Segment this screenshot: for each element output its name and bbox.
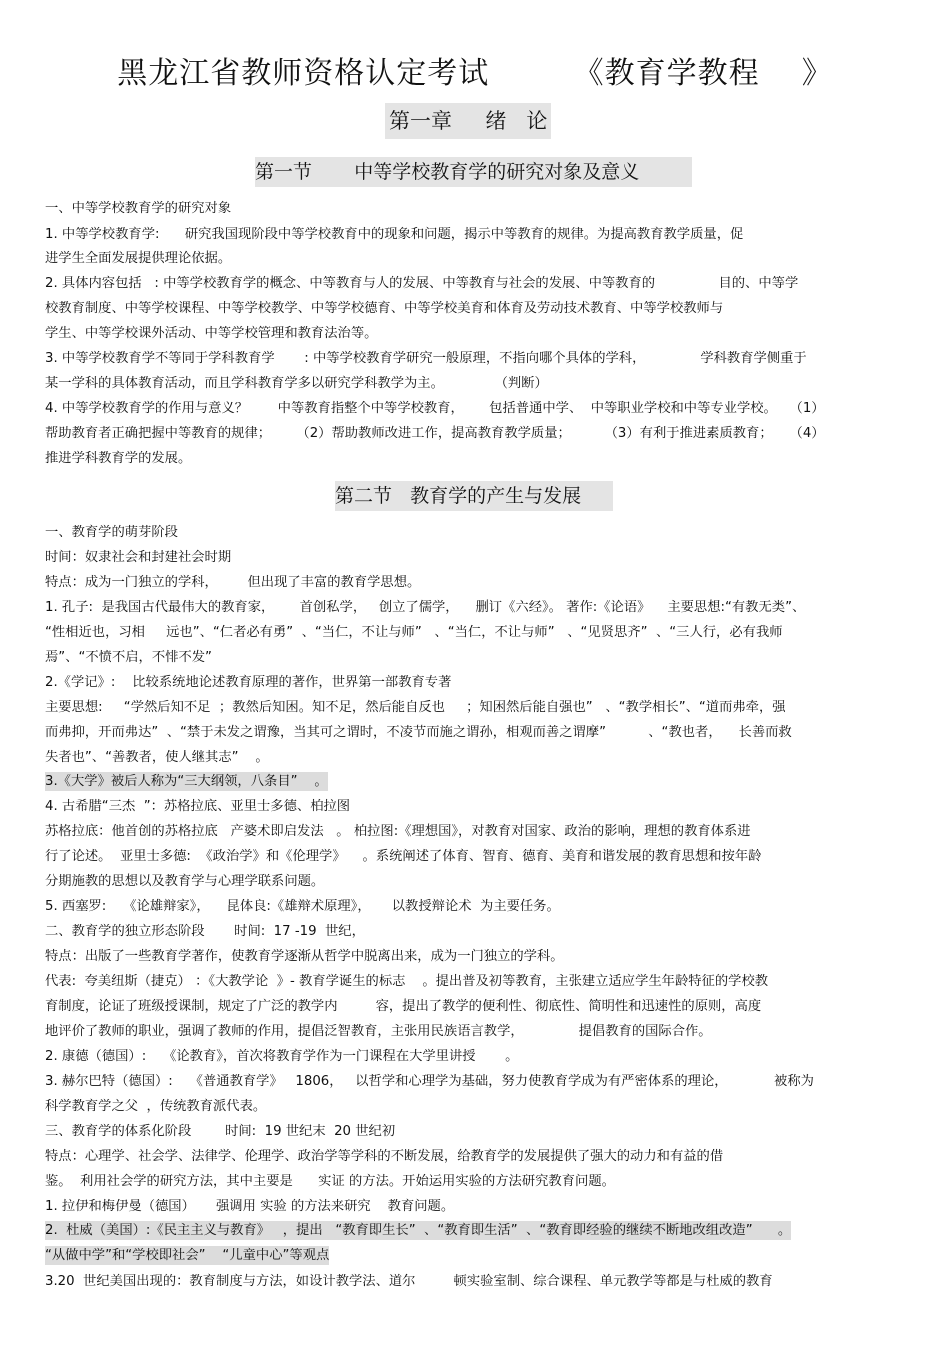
paragraph-line: 时间：奴隶社会和封建社会时期 — [45, 550, 232, 565]
paragraph-line: 2. 康德（德国）: 《论教育》，首次将教育学作为一门课程在大学里讲授 。 — [45, 1049, 519, 1064]
highlighted-line: “从做中学”和“学校即社会” “儿童中心”等观点 — [45, 1248, 330, 1263]
paragraph-line: 推进学科教育学的发展。 — [45, 451, 192, 466]
paragraph-line: 苏格拉底：他首创的苏格拉底 产婆术即启发法 。 柏拉图:《理想国》，对教育对国家、政治的影响，理想的教育体系进 — [45, 824, 751, 839]
paragraph-line: 1. 中等学校教育学: 研究我国现阶段中等学校教育中的现象和问题，揭示中等教育的规律。为提高教育教学质量，促 — [45, 227, 744, 242]
section-heading-1: 第一节 中等学校教育学的研究对象及意义 — [255, 157, 692, 187]
paragraph-line: 某一学科的具体教育活动，而且学科教育学多以研究学科教学为主。 （判断） — [45, 376, 548, 391]
paragraph-line: 失者也”、“善教者，使人继其志” 。 — [45, 750, 269, 765]
paragraph-line: 行了论述。 亚里士多德: 《政治学》和《伦理学》 。系统阐述了体育、智育、德育、美育和谐发展的教育思想和按年龄 — [45, 849, 762, 864]
paragraph-line: 1. 拉伊和梅伊曼（德国） 强调用 实验 的方法来研究 教育问题。 — [45, 1199, 455, 1214]
paragraph-line: 3. 赫尔巴特（德国）: 《普通教育学》 1806， 以哲学和心理学为基础，努力使教育学成为有严密体系的理论， 被称为 — [45, 1074, 814, 1089]
document-title: 黑龙江省教师资格认定考试 《教育学教程 》 — [117, 56, 833, 91]
paragraph-line: 科学教育学之父 ，传统教育派代表。 — [45, 1099, 267, 1114]
paragraph-line: 学生、中等学校课外活动、中等学校管理和教育法治等。 — [45, 326, 378, 341]
paragraph-line: 一、中等学校教育学的研究对象 — [45, 201, 232, 216]
paragraph-line: “性相近也，习相 远也”、“仁者必有勇” 、“当仁，不让与师” 、“当仁，不让与师” 、“见贤思齐” 、“三人行，必有我师 — [45, 625, 783, 640]
paragraph-line: 帮助教育者正确把握中等教育的规律； （2）帮助教师改进工作，提高教育教学质量； （3）有利于推进素质教育； （4） — [45, 426, 825, 441]
paragraph-line: 1. 孔子: 是我国古代最伟大的教育家， 首创私学， 创立了儒学， 删订《六经》。 著作:《论语》 主要思想:“有教无类”、 — [45, 600, 806, 615]
highlighted-line: 3.《大学》被后人称为“三大纲领，八条目” 。 — [45, 774, 328, 789]
paragraph-line: 2. 具体内容包括 : 中等学校教育学的概念、中等教育与人的发展、中等教育与社会的发展、中等教育的 目的、中等学 — [45, 276, 799, 291]
paragraph-line: 4. 中等学校教育学的作用与意义？ 中等教育指整个中等学校教育， 包括普通中学、 中等职业学校和中等专业学校。 （1） — [45, 401, 825, 416]
paragraph-line: 育制度，论证了班级授课制，规定了广泛的教学内 容，提出了教学的便利性、彻底性、简明性和迅速性的原则，高度 — [45, 999, 762, 1014]
paragraph-line: 5. 西塞罗: 《论雄辩家》， 昆体良:《雄辩术原理》， 以教授辩论术 为主要任务。 — [45, 899, 560, 914]
paragraph-line: 进学生全面发展提供理论依据。 — [45, 251, 232, 266]
paragraph-line: 一、教育学的萌芽阶段 — [45, 525, 178, 540]
paragraph-line: 特点：心理学、社会学、法律学、伦理学、政治学等学科的不断发展，给教育学的发展提供了强大的动力和有益的借 — [45, 1149, 724, 1164]
chapter-heading: 第一章 绪 论 — [385, 103, 551, 139]
paragraph-line: 4. 古希腊“三杰 ”：苏格拉底、亚里士多德、柏拉图 — [45, 799, 351, 814]
paragraph-line: 三、教育学的体系化阶段 时间: 19 世纪末 20 世纪初 — [45, 1124, 396, 1139]
paragraph-line: 3.20 世纪美国出现的：教育制度与方法，如设计教学法、道尔 顿实验室制、综合课程、单元教学等都是与杜威的教育 — [45, 1274, 773, 1289]
paragraph-line: 校教育制度、中等学校课程、中等学校教学、中等学校德育、中等学校美育和体育及劳动技术教育、中等学校教师与 — [45, 301, 724, 316]
paragraph-line: 特点：出版了一些教育学著作，使教育学逐渐从哲学中脱离出来，成为一门独立的学科。 — [45, 949, 564, 964]
paragraph-line: 主要思想: “学然后知不足 ；教然后知困。知不足，然后能自反也 ；知困然后能自强也” 、“教学相长”、“道而弗牵，强 — [45, 700, 786, 715]
paragraph-line: 二、教育学的独立形态阶段 时间: 17 -19 世纪， — [45, 924, 365, 939]
paragraph-line: 分期施教的思想以及教育学与心理学联系问题。 — [45, 874, 325, 889]
paragraph-line: 焉”、“不愤不启，不悱不发” — [45, 650, 212, 665]
paragraph-line: 而弗抑，开而弗达” 、“禁于未发之谓豫，当其可之谓时，不凌节而施之谓孙，相观而善之谓摩” 、“教也者， 长善而救 — [45, 725, 792, 740]
paragraph-line: 特点：成为一门独立的学科， 但出现了丰富的教育学思想。 — [45, 575, 421, 590]
highlighted-line: 2. 杜威（美国）:《民主主义与教育》 ，提出 “教育即生长” 、“教育即生活” 、“教育即经验的继续不断地改组改造” 。 — [45, 1223, 792, 1238]
paragraph-line: 地评价了教师的职业，强调了教师的作用，提倡泛智教育，主张用民族语言教学， 提倡教育的国际合作。 — [45, 1024, 712, 1039]
paragraph-line: 2.《学记》: 比较系统地论述教育原理的著作，世界第一部教育专著 — [45, 675, 452, 690]
paragraph-line: 3. 中等学校教育学不等同于学科教育学 : 中等学校教育学研究一般原理，不指向哪个具体的学科， 学科教育学侧重于 — [45, 351, 807, 366]
section-heading-2: 第二节 教育学的产生与发展 — [335, 481, 613, 511]
paragraph-line: 鉴。 利用社会学的研究方法，其中主要是 实证 的方法。开始运用实验的方法研究教育问题。 — [45, 1174, 615, 1189]
paragraph-line: 代表: 夸美纽斯（捷克） ：《大教学论 》- 教育学诞生的标志 。提出普及初等教育，主张建立适应学生年龄特征的学校教 — [45, 974, 769, 989]
